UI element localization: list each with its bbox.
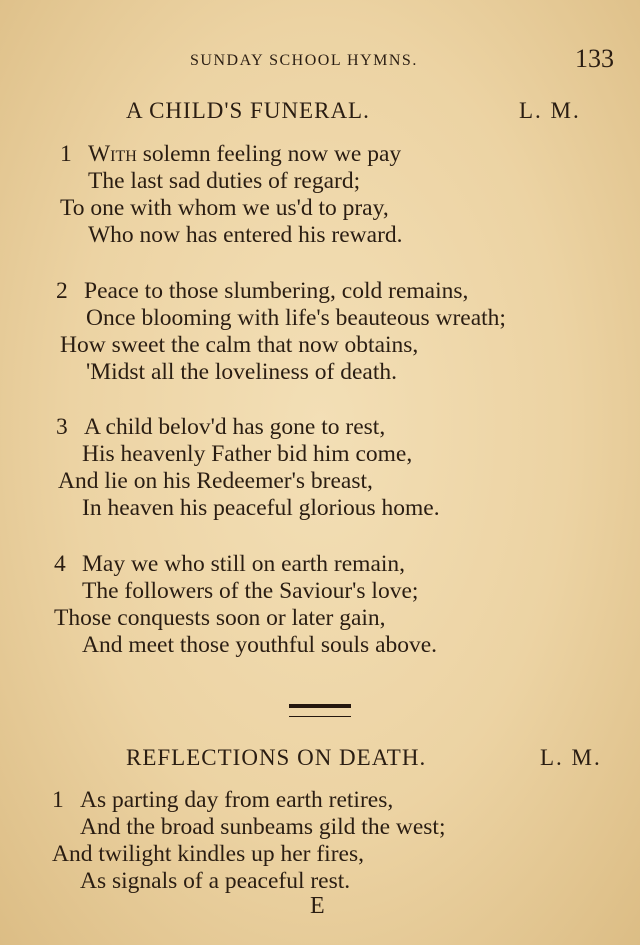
verse-line: As signals of a peaceful rest. (80, 868, 351, 894)
verse-line: And twilight kindles up her fires, (52, 841, 364, 867)
signature-mark: E (310, 893, 325, 919)
stanza-number: 2 (56, 278, 68, 304)
verse-line: A child belov'd has gone to rest, (84, 414, 386, 440)
page-number: 133 (575, 44, 614, 73)
verse-line: And the broad sunbeams gild the west; (80, 814, 446, 840)
verse-line: And meet those youthful souls above. (82, 632, 438, 658)
verse-line (88, 141, 401, 168)
stanza-number: 1 (52, 787, 64, 813)
verse-line: The last sad duties of regard; (88, 168, 361, 194)
hymn-title: REFLECTIONS ON DEATH. (126, 745, 427, 770)
verse-line: Once blooming with life's beauteous wreath; (86, 305, 506, 331)
stanza-number: 1 (60, 141, 72, 167)
hymn-title: A CHILD'S FUNERAL. (126, 98, 370, 123)
verse-line: The followers of the Saviour's love; (82, 578, 419, 604)
stanza-number: 3 (56, 414, 68, 440)
stanza-number: 4 (54, 551, 66, 577)
section-divider (289, 704, 351, 717)
verse-line: To one with whom we us'd to pray, (60, 195, 389, 221)
running-title: SUNDAY SCHOOL HYMNS. (190, 52, 418, 69)
verse-line-text: solemn feeling now we pay (136, 141, 402, 167)
verse-line: In heaven his peaceful glorious home. (82, 495, 440, 521)
verse-line: 'Midst all the loveliness of death. (86, 359, 397, 385)
hymn-meter: L. M. (519, 98, 581, 123)
verse-line: And lie on his Redeemer's breast, (58, 468, 373, 494)
verse-line: As parting day from earth retires, (80, 787, 394, 813)
verse-line: Who now has entered his reward. (88, 222, 403, 248)
verse-line: Peace to those slumbering, cold remains, (84, 278, 469, 304)
hymn-meter: L. M. (540, 745, 602, 770)
verse-line: His heavenly Father bid him come, (82, 441, 413, 467)
verse-line: May we who still on earth remain, (82, 551, 406, 577)
verse-line: How sweet the calm that now obtains, (60, 332, 419, 358)
hymn-heading (0, 745, 640, 781)
running-head (0, 40, 640, 80)
hymn-heading (0, 98, 640, 134)
verse-line: Those conquests soon or later gain, (54, 605, 386, 631)
initial-word: With (88, 141, 137, 167)
